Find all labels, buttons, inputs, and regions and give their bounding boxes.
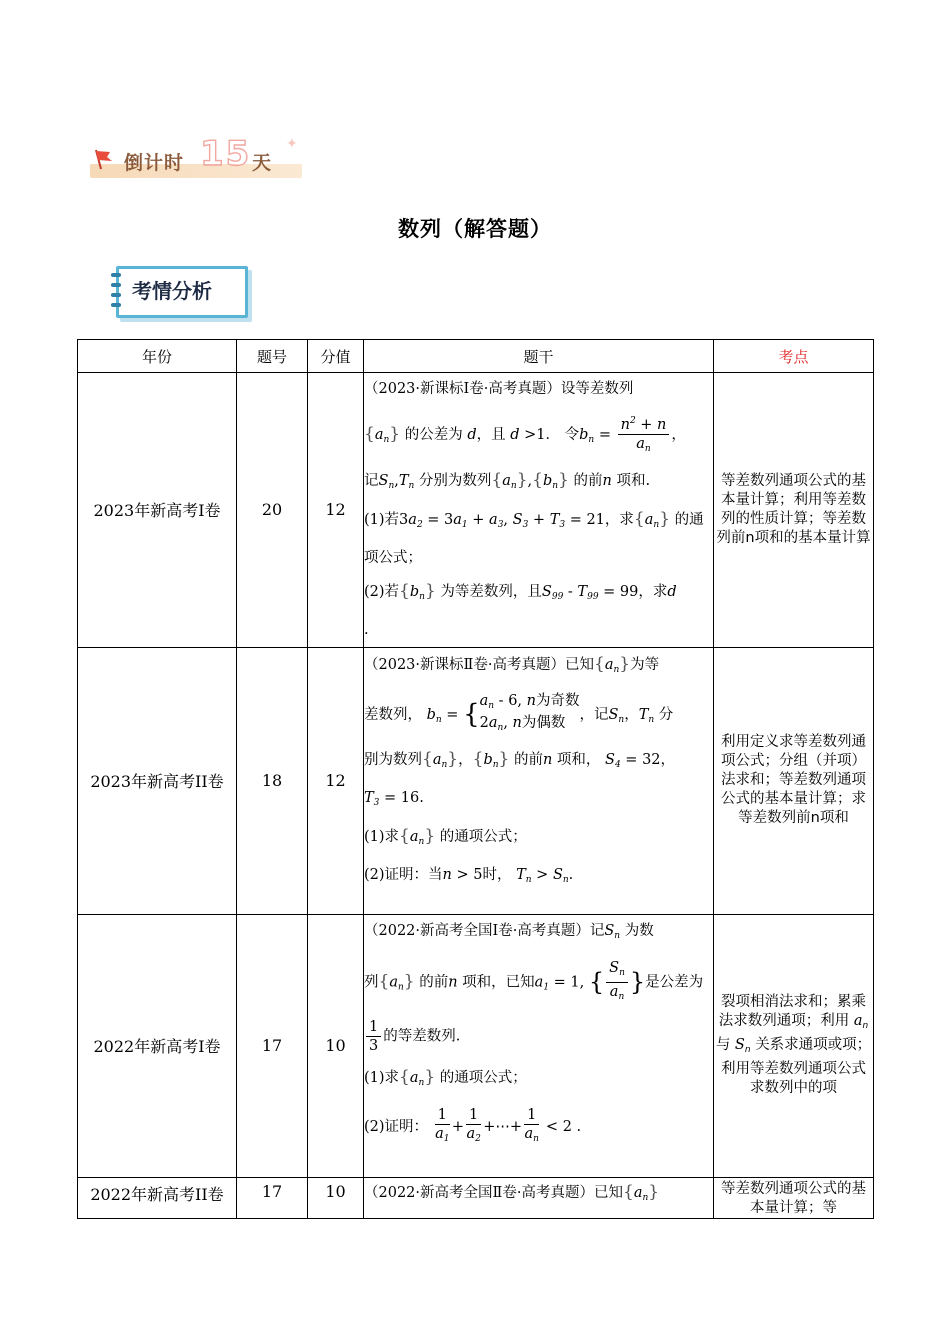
countdown-banner [88, 136, 304, 182]
row-question [364, 647, 714, 914]
table-row [78, 1177, 874, 1218]
question-line: （2023·新课标Ⅱ卷·高考真题）已知$\{a_n\}$为等 [364, 653, 660, 675]
page-title: 数列（解答题） [398, 217, 552, 241]
header-number: 题号 [237, 340, 308, 373]
sparkle-icon: ✦ [286, 136, 298, 152]
question-line: $\frac{1}{3}$ 的等差数列. [364, 1012, 713, 1061]
row-score: 10 [308, 1177, 364, 1218]
row-question [364, 914, 714, 1177]
row-score: 10 [308, 914, 364, 1177]
row-question [364, 373, 714, 648]
banner-prefix: 倒计时 [124, 152, 185, 174]
row-knowledge-point: 利用定义求等差数列通项公式；分组（并项）法求和；等差数列通项公式的基本量计算；求等差数列前n项和 [714, 647, 874, 914]
section-title: 考情分析 [132, 279, 212, 303]
row-question [364, 1177, 714, 1218]
row-knowledge-point: 等差数列通项公式的基本量计算；利用等差数列的性质计算；等差数列前n项和的基本量计算 [714, 373, 874, 648]
question-line: 列$\{a_n\}$ 的前n 项和，已知$a_1 = 1$, { $\frac{S_n}{a_n}$ }是公差为 [364, 959, 704, 1002]
question-line: (1)若$3a_2 = 3a_1 + a_3$, $S_3 + T_3 = 21$，求$\{a_n\}$ 的通 [364, 508, 704, 530]
question-line: 差数列， $b_n = \{a_n - 6$, n为奇数 $2a_n$, n为偶数 ，记$S_n$，$T_n$ 分 [364, 692, 674, 733]
question-line: （2023·新课标Ⅰ卷·高考真题）设等差数列 [364, 381, 634, 397]
header-score: 分值 [308, 340, 364, 373]
banner-suffix: 天 [252, 152, 272, 174]
row-score: 12 [308, 647, 364, 914]
exam-analysis-table [77, 339, 874, 1219]
question-line: 记$S_n,T_n$ 分别为数列$\{a_n\},\{b_n\}$ 的前n 项和. [364, 469, 651, 491]
question-line: (2)证明： $\frac{1}{a_1}$ + $\frac{1}{a_2}$ +⋯+ $\frac{1}{a_n}$ < 2 . [364, 1106, 582, 1144]
table-row [78, 373, 874, 648]
header-knowledge-point: 考点 [714, 340, 874, 373]
question-line: $\{a_n\}$ 的公差为 d，且 d >1． 令$b_n$ = $\frac{n^2 + n}{a_n}$ ， [364, 406, 713, 464]
question-line: (2)若$\{b_n\}$ 为等差数列，且$S_{99} - T_{99} = 99$，求d [364, 580, 677, 602]
row-number: 17 [237, 1177, 308, 1218]
question-line: 项公式； [364, 549, 422, 566]
question-line: （2022·新高考全国Ⅰ卷·高考真题）记$S_n$ 为数 [364, 922, 654, 941]
row-number: 18 [237, 647, 308, 914]
header-question: 题干 [364, 340, 714, 373]
question-line: $T_3 = 16$. [364, 789, 424, 808]
section-header [110, 262, 244, 314]
row-knowledge-point: 裂项相消法求和；累乘法求数列通项；利用 $a_n$ 与 $S_n$ 关系求通项或项；利用等差数列通项公式求数列中的项 [714, 914, 874, 1177]
question-line: 别为数列$\{a_n\}$，$\{b_n\}$ 的前n 项和， $S_4 = 32$， [364, 748, 676, 770]
question-line: (1)求$\{a_n\}$ 的通项公式； [364, 825, 527, 847]
question-line: (2)证明：当n > 5时， $T_n > S_n$. [364, 866, 574, 885]
question-line: （2022·新高考全国Ⅱ卷·高考真题）已知$\{a_n\}$ [364, 1181, 660, 1203]
row-number: 20 [237, 373, 308, 648]
row-year: 2022年新高考II卷 [78, 1177, 237, 1218]
table-row [78, 914, 874, 1177]
flag-icon [92, 148, 114, 170]
row-knowledge-point: 等差数列通项公式的基本量计算；等 [714, 1177, 874, 1218]
row-number: 17 [237, 914, 308, 1177]
binder-rings-icon [110, 270, 122, 310]
row-year: 2023年新高考I卷 [78, 373, 237, 648]
row-year: 2022年新高考I卷 [78, 914, 237, 1177]
question-line: (1)求$\{a_n\}$ 的通项公式； [364, 1066, 527, 1088]
question-line: . [364, 621, 369, 638]
table-row [78, 647, 874, 914]
row-score: 12 [308, 373, 364, 648]
table-header-row [78, 340, 874, 373]
banner-number: 15 [200, 134, 252, 174]
row-year: 2023年新高考II卷 [78, 647, 237, 914]
header-year: 年份 [78, 340, 237, 373]
